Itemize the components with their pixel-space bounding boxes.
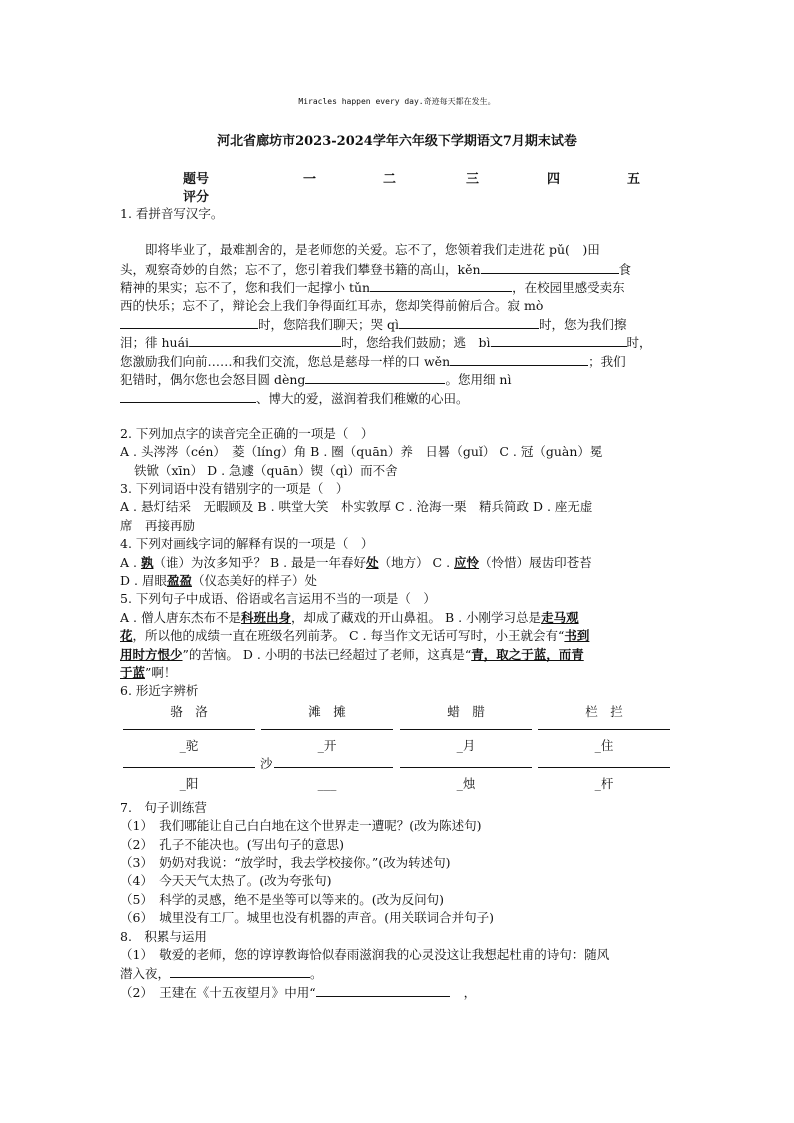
score-col-5: 五 (627, 172, 641, 187)
q7-item-2: （2） 孔子不能决也。(写出句子的意思) (120, 836, 344, 852)
answer-blank[interactable] (189, 333, 341, 347)
q1-line-3: 精神的果实；忘不了，您和我们一起撑小 tǔn ，在校园里感受卖东 (120, 280, 625, 296)
q8-item-1: （1） 敬爱的老师，您的谆谆教诲恰似春雨滋润我的心灵没这让我想起杜甫的诗句：随风 (120, 946, 610, 962)
answer-blank[interactable] (370, 278, 512, 292)
q7-title: 7. 句子训练营 (120, 799, 207, 815)
score-col-2: 二 (383, 172, 397, 187)
q6-word-5: _阳 (179, 775, 199, 791)
q1-line-8: 犯错时，偶尔您也会怒目圆 dèng 。您用细 nì (120, 372, 512, 388)
q3-title: 3. 下列词语中没有错别字的一项是（ ） (120, 481, 349, 497)
q6-pair-4: 栏 拦 (585, 703, 623, 719)
q3-options-1: A . 悬灯结采 无暇顾及 B . 哄堂大笑 朴实敦厚 C . 沧海一栗 精兵简政 D . 座无虚 (120, 499, 593, 515)
q3-options-2: 席 再接再励 (120, 517, 196, 533)
answer-blank[interactable] (120, 315, 258, 329)
q6-title: 6. 形近字辨析 (120, 683, 199, 699)
q4-title: 4. 下列对画线字词的解释有误的一项是（ ） (120, 536, 374, 552)
score-col-4: 四 (547, 172, 561, 187)
q5-options-3: 用时方恨少”的苦恼。 D . 小明的书法已经超过了老师，这真是“青，取之于蓝，而青 (120, 646, 584, 662)
answer-blank[interactable] (491, 333, 627, 347)
q7-item-4: （4） 今天天气太热了。(改为夸张句) (120, 873, 332, 889)
q1-line-4: 西的快乐；忘不了，辩论会上我们争得面红耳赤，您却笑得前俯后合。寂 mò (120, 297, 544, 313)
q6-blank-line[interactable] (538, 767, 670, 768)
q6-pair-3: 蜡 腊 (447, 703, 485, 719)
q5-title: 5. 下列句子中成语、俗语或名言运用不当的一项是（ ） (120, 591, 436, 607)
q4-options-1: A . 孰（谁）为汝多知乎？ B . 最是一年春好处（地方） C . 应怜（怜惜）屐齿印苍苔 (120, 554, 592, 570)
q6-blank-line[interactable] (123, 729, 255, 730)
q6-word-3: _月 (456, 737, 476, 753)
q4-options-2: D . 眉眼盈盈（仪态美好的样子）处 (120, 573, 317, 589)
q2-title: 2. 下列加点字的读音完全正确的一项是（ ） (120, 425, 374, 441)
q2-options-2: 铁锨（xīn） D . 急遽（quān）锲（qì）而不舍 (134, 462, 398, 478)
q8-item-2: （2） 王建在《十五夜望月》中用“ ， (120, 984, 477, 1000)
answer-blank[interactable] (316, 983, 450, 997)
q6-word-6: ___ (317, 775, 337, 791)
q6-blank-line[interactable] (261, 729, 393, 730)
score-table-header (183, 168, 653, 186)
q1-line-6: 泪；徘 huái 时，您给我们鼓励；逃 bì 时， (120, 335, 652, 351)
q6-word-8: _杆 (594, 775, 614, 791)
exam-body (120, 205, 665, 1001)
q1-line-9: 、博大的爱，滋润着我们稚嫩的心田。 (120, 389, 665, 407)
q5-options-2: 花，所以他的成绩一直在班级名列前茅。 C . 每当作文无话可写时，小王就会有“书到 (120, 628, 590, 644)
q6-grid (120, 703, 665, 799)
score-label-number: 题号 (183, 172, 210, 187)
q7-item-5: （5） 科学的灵感，绝不是坐等可以等来的。(改为反问句) (120, 891, 444, 907)
q7-item-1: （1） 我们哪能让自己白白地在这个世界走一遭呢？(改为陈述句) (120, 818, 482, 834)
q6-blank-line[interactable] (400, 767, 532, 768)
score-col-1: 一 (303, 172, 317, 187)
q6-sand-char: 沙 (260, 755, 273, 771)
q6-blank-line[interactable] (123, 767, 255, 768)
answer-blank[interactable] (481, 260, 619, 274)
page-title: 河北省廊坊市2023-2024学年六年级下学期语文7月期末试卷 (217, 134, 577, 149)
answer-blank[interactable] (450, 352, 588, 366)
q1-title: 1. 看拼音写汉字。 (120, 206, 224, 221)
q5-options-1: A . 僧人唐东杰布不是科班出身，却成了藏戏的开山鼻祖。 B . 小刚学习总是走马观 (120, 609, 579, 625)
q1-line-7: 您激励我们向前……和我们交流，您总是慈母一样的口 wěn ；我们 (120, 353, 626, 369)
q8-item-1-cont: 潜入夜， 。 (120, 966, 323, 982)
q6-blank-line[interactable] (274, 767, 393, 768)
answer-blank[interactable] (399, 315, 539, 329)
q1-line-1: 即将毕业了，最难割舍的，是老师您的关爱。忘不了，您领着我们走进花 pǔ( )田 (145, 242, 600, 258)
q6-word-1: _驼 (179, 737, 199, 753)
q6-blank-line[interactable] (400, 729, 532, 730)
q5-options-4: 于蓝”啊！ (120, 664, 177, 680)
q1-line-2: 头，观察奇妙的自然；忘不了，您引着我们攀登书籍的高山，kěn 食 (120, 261, 632, 277)
score-col-3: 三 (466, 172, 480, 187)
q2-options-1: A . 头涔涔（cén） 菱（líng）角 B . 圈（quān）养 日晷（guǐ） C . 冠（guàn）冕 (120, 444, 603, 460)
page-motto: Miracles happen every day.奇迹每天都在发生。 (298, 97, 496, 106)
answer-blank[interactable] (305, 370, 445, 384)
q6-pair-1: 骆 洛 (170, 703, 208, 719)
q6-blank-line[interactable] (538, 729, 670, 730)
q6-word-7: _烛 (456, 775, 476, 791)
answer-blank[interactable] (120, 389, 256, 403)
q7-item-6: （6） 城里没有工厂。城里也没有机器的声音。(用关联词合并句子) (120, 910, 494, 926)
q6-word-4: _住 (594, 737, 614, 753)
score-label-score: 评分 (183, 190, 210, 205)
answer-blank[interactable] (170, 964, 310, 978)
q8-title: 8. 积累与运用 (120, 928, 207, 944)
q6-pair-2: 滩 摊 (308, 703, 346, 719)
q7-item-3: （3） 奶奶对我说：“放学时，我去学校接你。”(改为转述句) (120, 854, 451, 870)
q1-line-5: 时，您陪我们聊天；哭 qì 时，您为我们擦 (120, 315, 665, 333)
q6-word-2: _开 (317, 737, 337, 753)
